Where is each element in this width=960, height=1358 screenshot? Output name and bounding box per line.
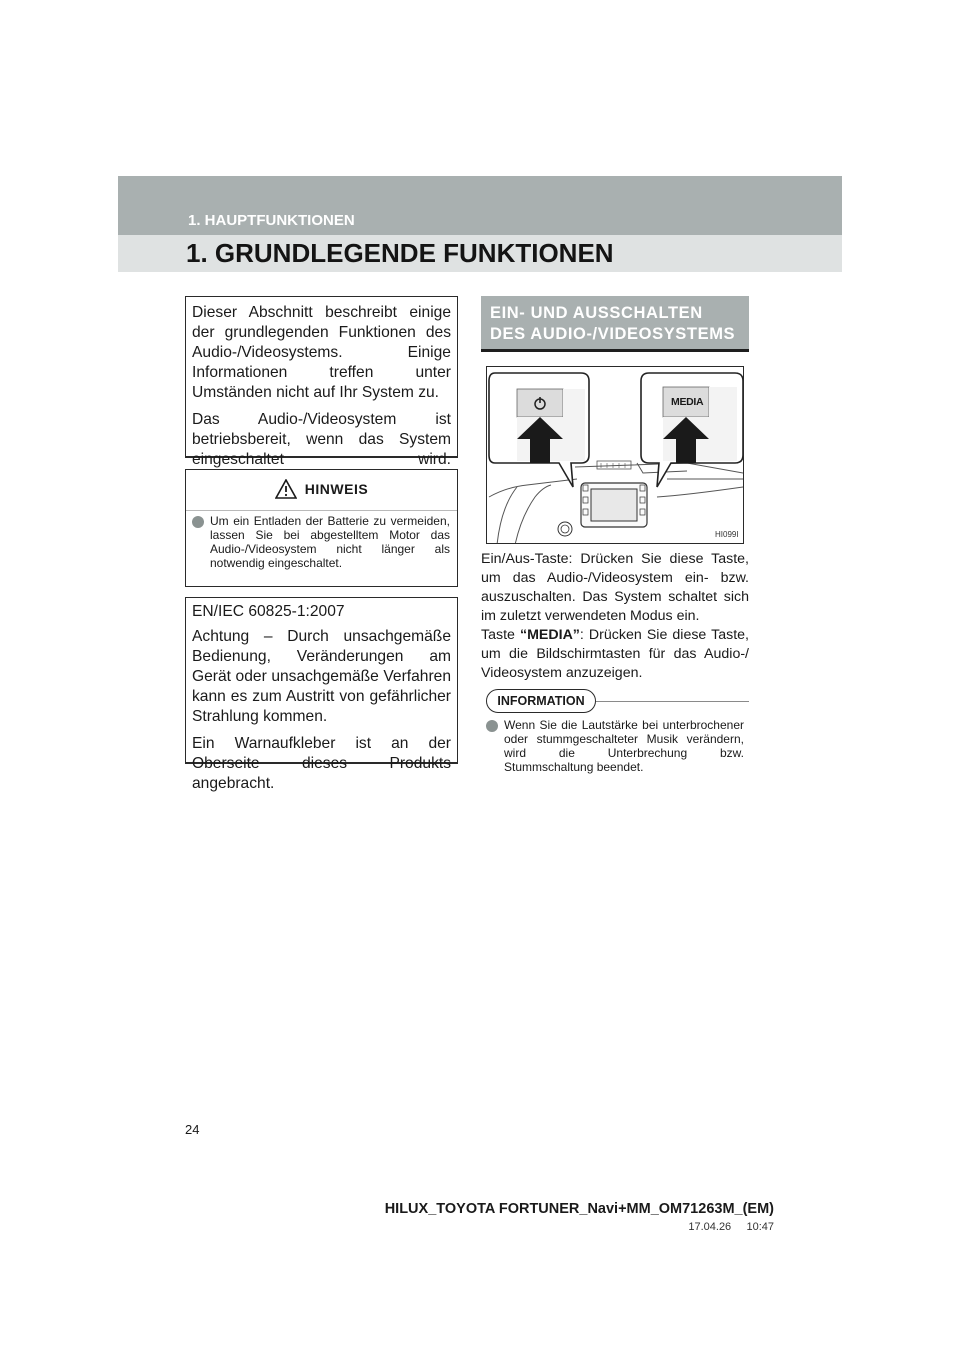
body-paragraph-2-wrap bbox=[481, 626, 749, 683]
standard-label: EN/IEC 60825-1:2007 bbox=[192, 603, 345, 620]
page-title: 1. GRUNDLEGENDE FUNKTIONEN bbox=[186, 238, 614, 268]
laser-warning-box bbox=[185, 597, 458, 792]
laser-warning-paragraph-2: Ein Warnaufkleber ist an der Oberseite dieses Produkts angebracht. bbox=[192, 735, 451, 792]
bullet-icon bbox=[192, 516, 204, 528]
warning-triangle-icon bbox=[275, 479, 297, 499]
hinweis-bullet-item bbox=[192, 514, 450, 570]
document-title: HILUX_TOYOTA FORTUNER_Navi+MM_OM71263M_(EM) bbox=[384, 1201, 774, 1217]
intro-box bbox=[185, 296, 458, 468]
information-divider bbox=[596, 701, 749, 702]
dashboard-illustration bbox=[486, 366, 744, 544]
intro-paragraph-1: Dieser Abschnitt beschreibt einige der grundlegenden Funktionen des Audio-/Videosystems. Einige Informationen treffen unter Umständen nicht auf Ihr System zu. bbox=[192, 304, 451, 401]
media-button-label: MEDIA bbox=[671, 396, 704, 408]
hinweis-box bbox=[185, 469, 458, 587]
section-heading bbox=[481, 296, 749, 352]
hinweis-title: HINWEIS bbox=[304, 481, 369, 497]
information-tag: INFORMATION bbox=[486, 689, 596, 713]
intro-paragraph-2: Das Audio-/Videosystem ist betriebsbereit, wenn das System eingeschaltet wird. bbox=[192, 411, 451, 468]
hinweis-header bbox=[186, 474, 457, 504]
bullet-icon bbox=[486, 720, 498, 732]
section-heading-line-1: EIN- UND AUSSCHALTEN bbox=[490, 304, 703, 322]
chapter-label: 1. HAUPTFUNKTIONEN bbox=[188, 212, 355, 229]
document-timestamp: 17.04.26 10:47 bbox=[688, 1221, 774, 1233]
section-heading-line-2: DES AUDIO-/VIDEOSYSTEMS bbox=[490, 325, 736, 343]
information-text: Wenn Sie die Lautstärke bei unterbrochener oder stummgeschalteter Musik verändern, wird die Unterbrechung bzw. Stummschaltung beendet. bbox=[504, 718, 744, 774]
dashboard-drawing bbox=[487, 367, 744, 544]
body-paragraph-2 bbox=[481, 626, 749, 683]
body-paragraph-2-prefix: Taste bbox=[481, 627, 520, 643]
figure-code: HI099I bbox=[715, 530, 739, 539]
hinweis-text: Um ein Entladen der Batterie zu vermeiden, lassen Sie bei abgestelltem Motor das Audio-/Videosystem nicht länger als notwendig eingeschaltet. bbox=[210, 514, 450, 570]
media-key-label: “MEDIA” bbox=[520, 627, 580, 643]
body-paragraph-1-wrap bbox=[481, 550, 749, 626]
page-number: 24 bbox=[185, 1122, 200, 1137]
divider bbox=[186, 510, 457, 511]
body-paragraph-1: Ein/Aus-Taste: Drücken Sie diese Taste, um das Audio-/Videosystem ein- bzw. auszuschalten. Das System schaltet sich im zuletzt verwendeten Modus ein. bbox=[481, 551, 749, 624]
body-paragraph-2-rest: : Drücken Sie diese Taste, um die Bildschirmtasten für das Audio-/ Videosystem anzuzeigen. bbox=[481, 627, 749, 681]
information-bullet-item bbox=[486, 718, 744, 774]
laser-warning-paragraph-1: Achtung – Durch unsachgemäße Bedienung, Veränderungen am Gerät oder unsachgemäße Verfahren kann es zum Austritt von gefährlicher Strahlung kommen. bbox=[192, 628, 451, 725]
